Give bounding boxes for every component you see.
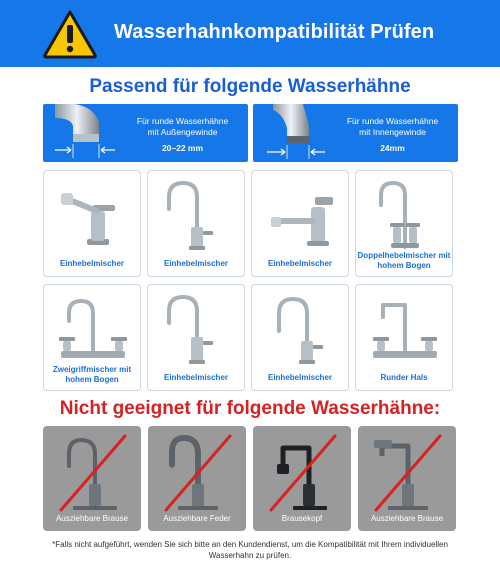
spec-size: 20–22 mm: [161, 143, 204, 153]
gooseneck-faucet-icon: [157, 291, 237, 367]
header-banner: [0, 0, 500, 67]
faucet-label: Einhebelmischer: [59, 259, 125, 268]
faucet-label: Einhebelmischer: [163, 259, 229, 268]
incompatible-faucet-label: Ausziehbare Brause: [55, 514, 129, 523]
faucet-label: Einhebelmischer: [163, 373, 229, 382]
pullout-single-lever-faucet-icon: [53, 177, 133, 253]
spec-card-external-thread: [43, 104, 248, 162]
faucet-tip-icon: [253, 104, 327, 162]
faucet-card: [147, 284, 245, 391]
faucet-label: Einhebelmischer: [267, 259, 333, 268]
incompatible-faucet-label: Ausziehbare Feder: [163, 514, 231, 523]
compatible-title: Passend für folgende Wasserhähne: [89, 76, 411, 97]
faucet-label: Zweigriffmischer mit hohem Bogen: [52, 365, 132, 384]
faucet-label: Runder Hals: [380, 373, 428, 382]
warning-icon: [42, 9, 98, 59]
footnote: *Falls nicht aufgeführt, wenden Sie sich bitte an den Kundendienst, um die Kompatibilität mit Ihrem individuellen Wasserhahn zu prüfen.: [52, 540, 448, 560]
incompatible-faucet-card: [148, 426, 246, 531]
faucet-label: Doppelhebelmischer mit hohem Bogen: [357, 251, 451, 270]
spec-line2: mit Innengewinde: [359, 127, 426, 137]
incompatible-faucet-label: Brausekopf: [281, 514, 323, 523]
faucet-card: [251, 170, 349, 277]
incompatible-faucet-label: Ausziehbare Brause: [370, 514, 444, 523]
spec-line1: Für runde Wasserhähne: [346, 116, 439, 126]
spec-line1: Für runde Wasserhähne: [136, 116, 229, 126]
double-lever-high-arc-faucet-icon: [365, 177, 445, 253]
incompatible-title: Nicht geeignet für folgende Wasserhähne:: [59, 398, 441, 419]
header-title: Wasserhahnkompatibilität Prüfen: [114, 21, 435, 43]
incompatible-faucet-card: [43, 426, 141, 531]
swivel-single-lever-faucet-icon: [261, 177, 341, 253]
faucet-card: [147, 170, 245, 277]
incompatible-faucet-card: [253, 426, 351, 531]
faucet-card: [43, 170, 141, 277]
round-neck-faucet-icon: [365, 291, 445, 367]
faucet-card: [251, 284, 349, 391]
faucet-card: [355, 170, 453, 277]
incompatible-faucet-card: [358, 426, 456, 531]
spec-size: 24mm: [380, 143, 405, 153]
spec-card-internal-thread: [253, 104, 458, 162]
faucet-tip-icon: [43, 104, 117, 162]
spec-line2: mit Außengewinde: [147, 127, 218, 137]
two-handle-high-arc-faucet-icon: [53, 291, 133, 367]
gooseneck-faucet-icon: [157, 177, 237, 253]
faucet-card: [355, 284, 453, 391]
gooseneck-faucet-icon: [261, 291, 341, 367]
faucet-label: Einhebelmischer: [267, 373, 333, 382]
faucet-card: [43, 284, 141, 391]
